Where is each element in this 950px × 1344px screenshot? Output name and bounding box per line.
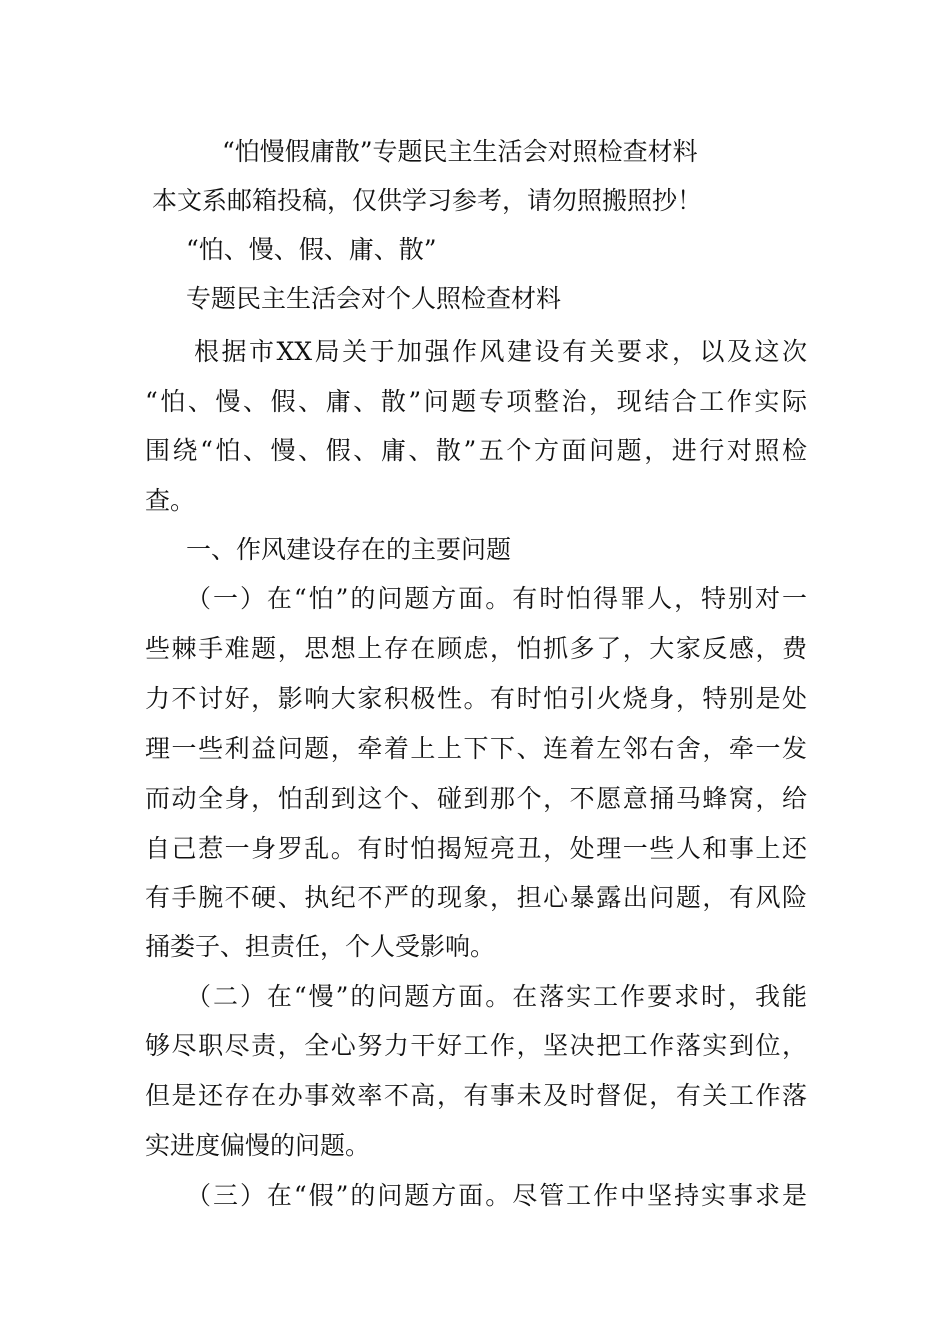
item-3-line: （三）在“假”的问题方面。尽管工作中坚持实事求是	[186, 1181, 807, 1210]
subtitle-meeting: 专题民主生活会对个人照检查材料	[186, 284, 562, 313]
intro-line: “怕、慢、假、庸、散”问题专项整治，现结合工作实际	[145, 387, 807, 416]
document-title: “怕慢假庸散”专题民主生活会对照检查材料	[222, 137, 698, 166]
item-2-line: 但是还存在办事效率不高，有事未及时督促，有关工作落	[145, 1081, 807, 1110]
intro-line: 根据市XX局关于加强作风建设有关要求，以及这次	[194, 337, 807, 366]
subtitle-problems: “怕、慢、假、庸、散”	[186, 235, 437, 264]
item-1-line: 些棘手难题，思想上存在顾虑，怕抓多了，大家反感，费	[145, 634, 807, 663]
item-1-line: 理一些利益问题，牵着上上下下、连着左邻右舍，牵一发	[145, 734, 807, 763]
submission-note: 本文系邮箱投稿，仅供学习参考，请勿照搬照抄！	[152, 186, 703, 215]
item-1-line: （一）在“怕”的问题方面。有时怕得罪人，特别对一	[186, 584, 807, 613]
section-heading: 一、作风建设存在的主要问题	[186, 535, 512, 564]
item-1-line: 有手腕不硬、执纪不严的现象，担心暴露出问题，有风险	[145, 883, 807, 912]
item-2-line: （二）在“慢”的问题方面。在落实工作要求时，我能	[186, 982, 807, 1011]
item-2-line: 实进度偏慢的问题。	[145, 1131, 371, 1160]
item-2-line: 够尽职尽责，全心努力干好工作，坚决把工作落实到位，	[145, 1031, 807, 1060]
item-1-line: 捅娄子、担责任，个人受影响。	[145, 932, 496, 961]
intro-line: 查。	[145, 486, 196, 515]
item-1-line: 自己惹一身罗乱。有时怕揭短亮丑，处理一些人和事上还	[145, 834, 807, 863]
item-1-line: 而动全身，怕刮到这个、碰到那个，不愿意捅马蜂窝，给	[145, 784, 807, 813]
intro-line: 围绕“怕、慢、假、庸、散”五个方面问题，进行对照检	[145, 436, 807, 465]
item-1-line: 力不讨好，影响大家积极性。有时怕引火烧身，特别是处	[145, 684, 807, 713]
